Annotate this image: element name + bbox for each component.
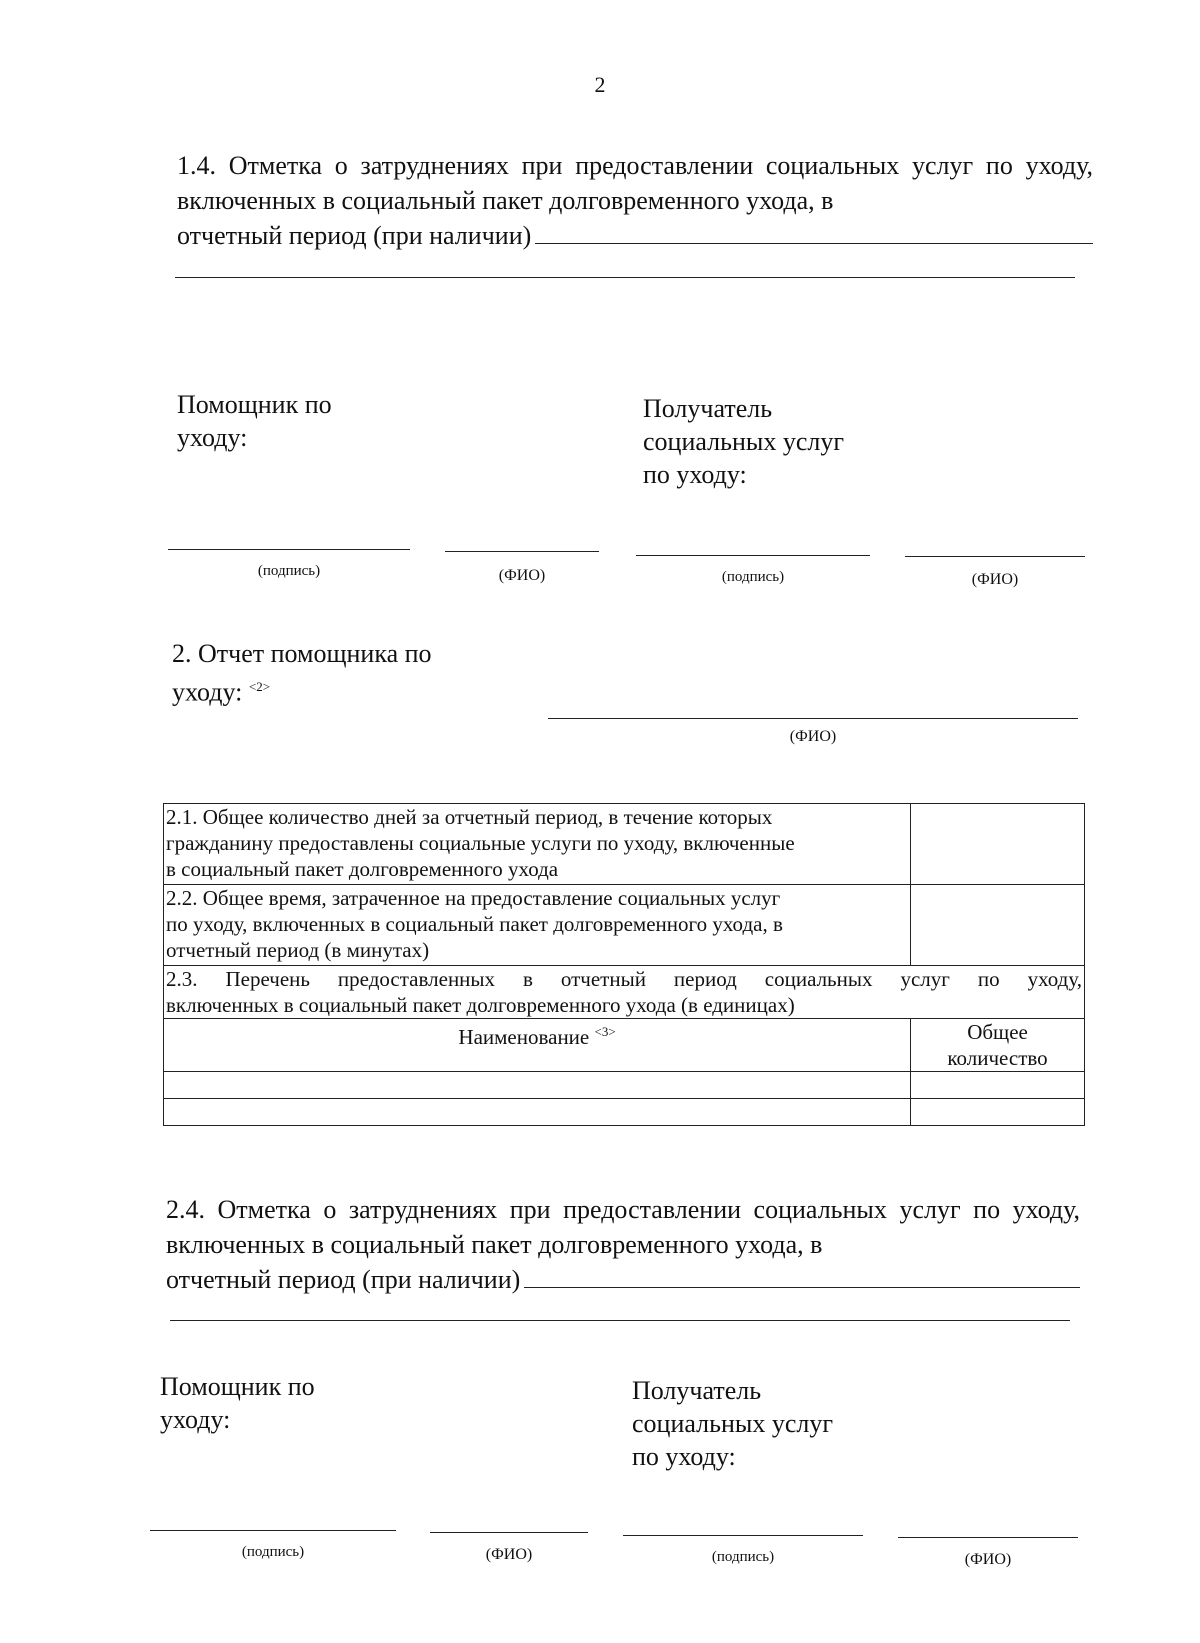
section-1-4-text: 1.4. Отметка о затруднениях при предоставлении социальных услуг по уходу, включенных в социальный пакет долговременного ухода, в (177, 151, 1093, 215)
recipient-fio-caption: (ФИО) (971, 571, 1019, 588)
row-2-2-value[interactable] (911, 885, 1085, 966)
section-2-title: 2. Отчет помощника по уходу: $^{<2>}$ (172, 639, 432, 707)
table-row (164, 1072, 1085, 1099)
service-name-cell[interactable] (164, 1099, 911, 1126)
recipient-signature-caption: (подпись) (721, 569, 785, 585)
row-2-1-value[interactable] (911, 804, 1085, 885)
service-name-cell[interactable] (164, 1072, 911, 1099)
recipient-signature-line-2[interactable] (623, 1535, 863, 1536)
recipient-fio-line[interactable] (905, 556, 1085, 557)
header-name: Наименование $^{<3>}$ (164, 1019, 911, 1072)
section-2-4-tail: отчетный период (при наличии) (166, 1265, 521, 1294)
section-1-4-blank-line-2[interactable] (175, 277, 1075, 278)
assistant-fio-caption-2: (ФИО) (485, 1546, 533, 1563)
row-2-2-label: 2.2. Общее время, затраченное на предоставление социальных услуг по уходу, включенных в социальный пакет долговременного ухода, в отчетный период (в минутах) (164, 885, 911, 966)
recipient-label: Получатель социальных услуг по уходу: (643, 394, 845, 489)
section-1-4 (177, 148, 1093, 253)
table-row-2-3 (164, 966, 1085, 1019)
assistant-fio-line[interactable] (445, 551, 599, 552)
table-row-2-1 (164, 804, 1085, 885)
section-2-fio-line[interactable] (548, 718, 1078, 719)
assistant-fio-caption: (ФИО) (498, 567, 546, 584)
row-2-3-label: 2.3. Перечень предоставленных в отчетный период социальных услуг по уходу, включенных в социальный пакет долговременного ухода (в единицах) (164, 966, 1085, 1019)
assistant-signature-line[interactable] (168, 549, 410, 550)
header-quantity: Общее количество (911, 1019, 1085, 1072)
section-2-fio-caption: (ФИО) (789, 728, 837, 745)
recipient-signature-caption-2: (подпись) (711, 1549, 775, 1565)
section-2-4-blank[interactable] (524, 1263, 1080, 1288)
section-2-4-blank-line-2[interactable] (170, 1320, 1070, 1321)
section-1-4-fill (177, 218, 1093, 253)
footnote-3: <3> (594, 1024, 616, 1039)
page-number: 2 (594, 72, 606, 97)
table-row-2-2 (164, 885, 1085, 966)
table-row (164, 1099, 1085, 1126)
assistant-signature-line-2[interactable] (150, 1530, 396, 1531)
section-2-4-text: 2.4. Отметка о затруднениях при предоставлении социальных услуг по уходу, включенных в социальный пакет долговременного ухода, в (166, 1195, 1080, 1259)
section-2-4 (166, 1192, 1080, 1297)
assistant-label: Помощник по уходу: (177, 390, 332, 452)
assistant-signature-caption-2: (подпись) (241, 1544, 305, 1560)
recipient-fio-caption-2: (ФИО) (964, 1551, 1012, 1568)
recipient-signature-line[interactable] (636, 555, 870, 556)
service-qty-cell[interactable] (911, 1099, 1085, 1126)
row-2-1-label: 2.1. Общее количество дней за отчетный период, в течение которых гражданину предоставлены социальные услуги по уходу, включенные в социальный пакет долговременного ухода (164, 804, 911, 885)
section-2-4-fill (166, 1262, 1080, 1297)
recipient-fio-line-2[interactable] (898, 1537, 1078, 1538)
report-table (163, 803, 1085, 1126)
service-qty-cell[interactable] (911, 1072, 1085, 1099)
assistant-signature-caption: (подпись) (257, 563, 321, 579)
section-1-4-tail: отчетный период (при наличии) (177, 221, 532, 250)
footnote-2: <2> (248, 679, 271, 694)
assistant-fio-line-2[interactable] (430, 1532, 588, 1533)
table-header-row (164, 1019, 1085, 1072)
recipient-label-2: Получатель социальных услуг по уходу: (632, 1376, 834, 1471)
assistant-label-2: Помощник по уходу: (160, 1372, 315, 1434)
section-1-4-blank[interactable] (535, 219, 1093, 244)
